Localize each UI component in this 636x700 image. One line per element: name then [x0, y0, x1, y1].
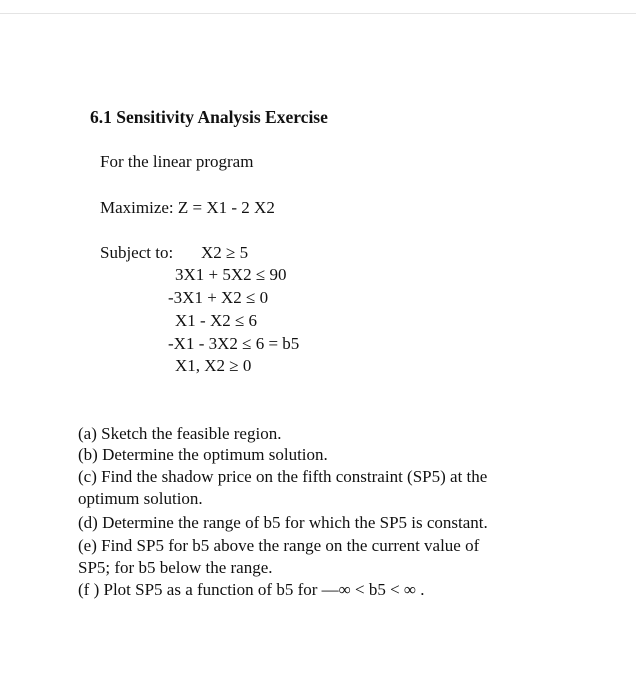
constraint-5: -X1 - 3X2 ≤ 6 = b5: [168, 334, 300, 353]
question-a: (a) Sketch the feasible region.: [78, 424, 282, 443]
constraint-3: -3X1 + X2 ≤ 0: [168, 288, 269, 307]
question-c-line-1: (c) Find the shadow price on the fifth constraint (SP5) at the: [78, 467, 488, 486]
question-d: (d) Determine the range of b5 for which the SP5 is constant.: [78, 513, 488, 532]
exercise-title: 6.1 Sensitivity Analysis Exercise: [90, 107, 328, 127]
question-f: (f ) Plot SP5 as a function of b5 for —∞ < b5 < ∞ .: [78, 580, 425, 599]
question-e-line-2: SP5; for b5 below the range.: [78, 558, 273, 577]
subject-to-label: Subject to:: [100, 243, 174, 262]
constraint-1: X2 ≥ 5: [201, 243, 249, 262]
intro-text: For the linear program: [100, 152, 254, 171]
constraint-4: X1 - X2 ≤ 6: [175, 311, 258, 330]
question-e-line-1: (e) Find SP5 for b5 above the range on the current value of: [78, 536, 480, 555]
constraint-nonnegativity: X1, X2 ≥ 0: [175, 356, 252, 375]
question-c-line-2: optimum solution.: [78, 489, 203, 508]
objective-function: Maximize: Z = X1 - 2 X2: [100, 198, 275, 217]
question-b: (b) Determine the optimum solution.: [78, 445, 328, 464]
top-divider: [0, 13, 636, 14]
constraint-2: 3X1 + 5X2 ≤ 90: [175, 265, 287, 284]
